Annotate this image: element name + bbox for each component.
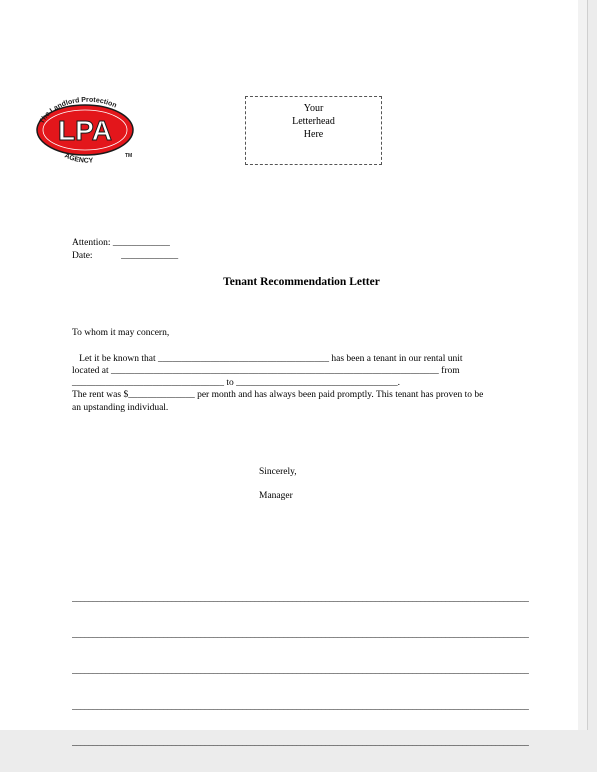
notes-line: ______________________________________________________________________________________________________________ — [72, 665, 529, 675]
date-line: Date: ____________ — [72, 251, 179, 261]
notes-line: ______________________________________________________________________________________________________________ — [72, 701, 529, 711]
letterhead-line2: Letterhead — [292, 116, 335, 127]
notes-line: ______________________________________________________________________________________________________________ — [72, 593, 529, 603]
logo-arc-bottom-text: AGENCY — [63, 152, 94, 165]
closing-signature: Manager — [259, 491, 293, 501]
closing-sincerely: Sincerely, — [259, 467, 297, 477]
notes-lines — [72, 568, 532, 772]
logo-initials: LPA — [58, 115, 112, 146]
letterhead-line1: Your — [303, 103, 324, 114]
body-line-3: ________________________________ to __________________________________. — [72, 378, 401, 388]
logo-arc-top-text: The Landlord Protection — [38, 96, 118, 126]
letter-title: Tenant Recommendation Letter — [223, 276, 380, 288]
body-line-5: an upstanding individual. — [72, 403, 169, 413]
letterhead-placeholder-box — [245, 96, 382, 165]
body-line-4: The rent was $______________ per month and has always been paid promptly. This tenant has proven to be — [72, 390, 484, 400]
notes-line: ______________________________________________________________________________________________________________ — [72, 737, 529, 747]
salutation: To whom it may concern, — [72, 328, 170, 338]
lpa-logo — [30, 90, 140, 165]
logo-trademark: TM — [125, 153, 133, 159]
body-line-2: located at _____________________________________________________________________ from — [72, 366, 460, 376]
notes-line: ______________________________________________________________________________________________________________ — [72, 629, 529, 639]
letterhead-line3: Here — [303, 129, 324, 140]
attention-line: Attention: ____________ — [72, 238, 170, 248]
page-edge — [578, 0, 587, 730]
body-line-1: Let it be known that ____________________________________ has been a tenant in our rental unit — [72, 354, 463, 364]
